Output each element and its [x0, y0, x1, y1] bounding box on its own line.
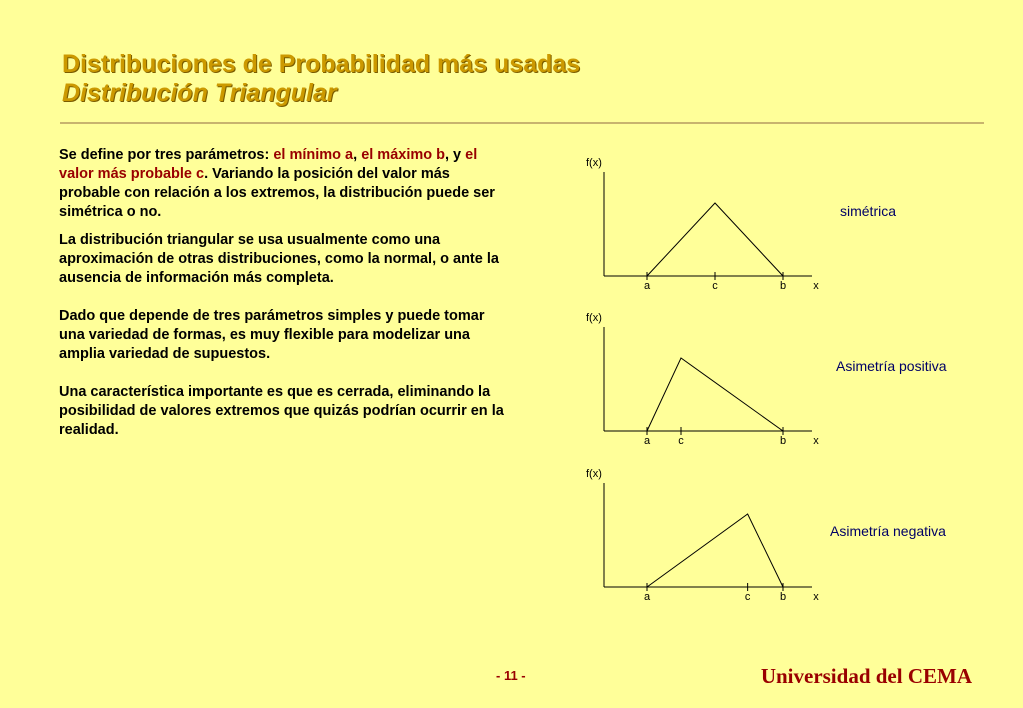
label-c: c [712, 280, 718, 292]
diagram-positive-skew-svg [560, 305, 850, 455]
triangle-curve [647, 514, 783, 587]
title-main: Distribuciones de Probabilidad más usadas [62, 50, 581, 78]
paragraph-usage: La distribución triangular se usa usualmente como una aproximación de otras distribuciones, como la normal, o ante la ausencia de información más completa. [59, 232, 499, 286]
definition-text-4: . Variando la posición del valor más probable con relación a los extremos, la distribución puede ser simétrica o no. [59, 166, 495, 220]
definition-text-3: , y [445, 147, 466, 163]
label-b: b [779, 435, 787, 447]
diagram-symmetric [560, 150, 850, 300]
definition-text-1: Se define por tres parámetros: [59, 147, 274, 163]
label-c: c [678, 435, 684, 447]
diagram-positive-skew [560, 305, 850, 455]
label-a: a [643, 280, 651, 292]
x-axis-label: x [813, 435, 819, 447]
title-divider [60, 122, 984, 124]
y-axis-label: f(x) [586, 312, 602, 324]
label-c: c [744, 591, 751, 603]
diagram-negative-skew [560, 461, 850, 611]
title-sub: Distribución Triangular [62, 79, 337, 107]
label-b: b [779, 591, 787, 603]
diagram-negative-skew-svg [560, 461, 850, 611]
x-axis-label: x [813, 280, 819, 292]
institution-name: Universidad del CEMA [760, 664, 972, 688]
x-axis-label: x [813, 591, 819, 603]
label-positive-skew: Asimetría positiva [836, 358, 947, 374]
definition-text-2: , [353, 147, 362, 163]
param-min: el mínimo a [273, 147, 354, 163]
y-axis-label: f(x) [586, 468, 602, 480]
label-a: a [643, 435, 651, 447]
label-negative-skew: Asimetría negativa [830, 523, 946, 539]
label-b: b [779, 280, 787, 292]
param-mode: el valor más probable c [59, 147, 478, 182]
paragraph-flexibility: Dado que depende de tres parámetros simples y puede tomar una variedad de formas, es muy flexible para modelizar una amplia variedad de supuestos. [59, 308, 485, 362]
label-symmetric: simétrica [840, 203, 897, 219]
slide-title [62, 50, 580, 108]
page-number: - 11 - [496, 668, 526, 683]
paragraph-definition [59, 146, 514, 222]
param-max: el máximo b [361, 147, 445, 163]
label-a: a [643, 591, 651, 603]
triangle-curve [647, 203, 783, 276]
paragraph-closed: Una característica importante es que es cerrada, eliminando la posibilidad de valores extremos que quizás podrían ocurrir en la realidad. [59, 384, 504, 438]
diagram-symmetric-svg [560, 150, 850, 300]
triangle-curve [647, 358, 783, 431]
y-axis-label: f(x) [586, 157, 602, 169]
